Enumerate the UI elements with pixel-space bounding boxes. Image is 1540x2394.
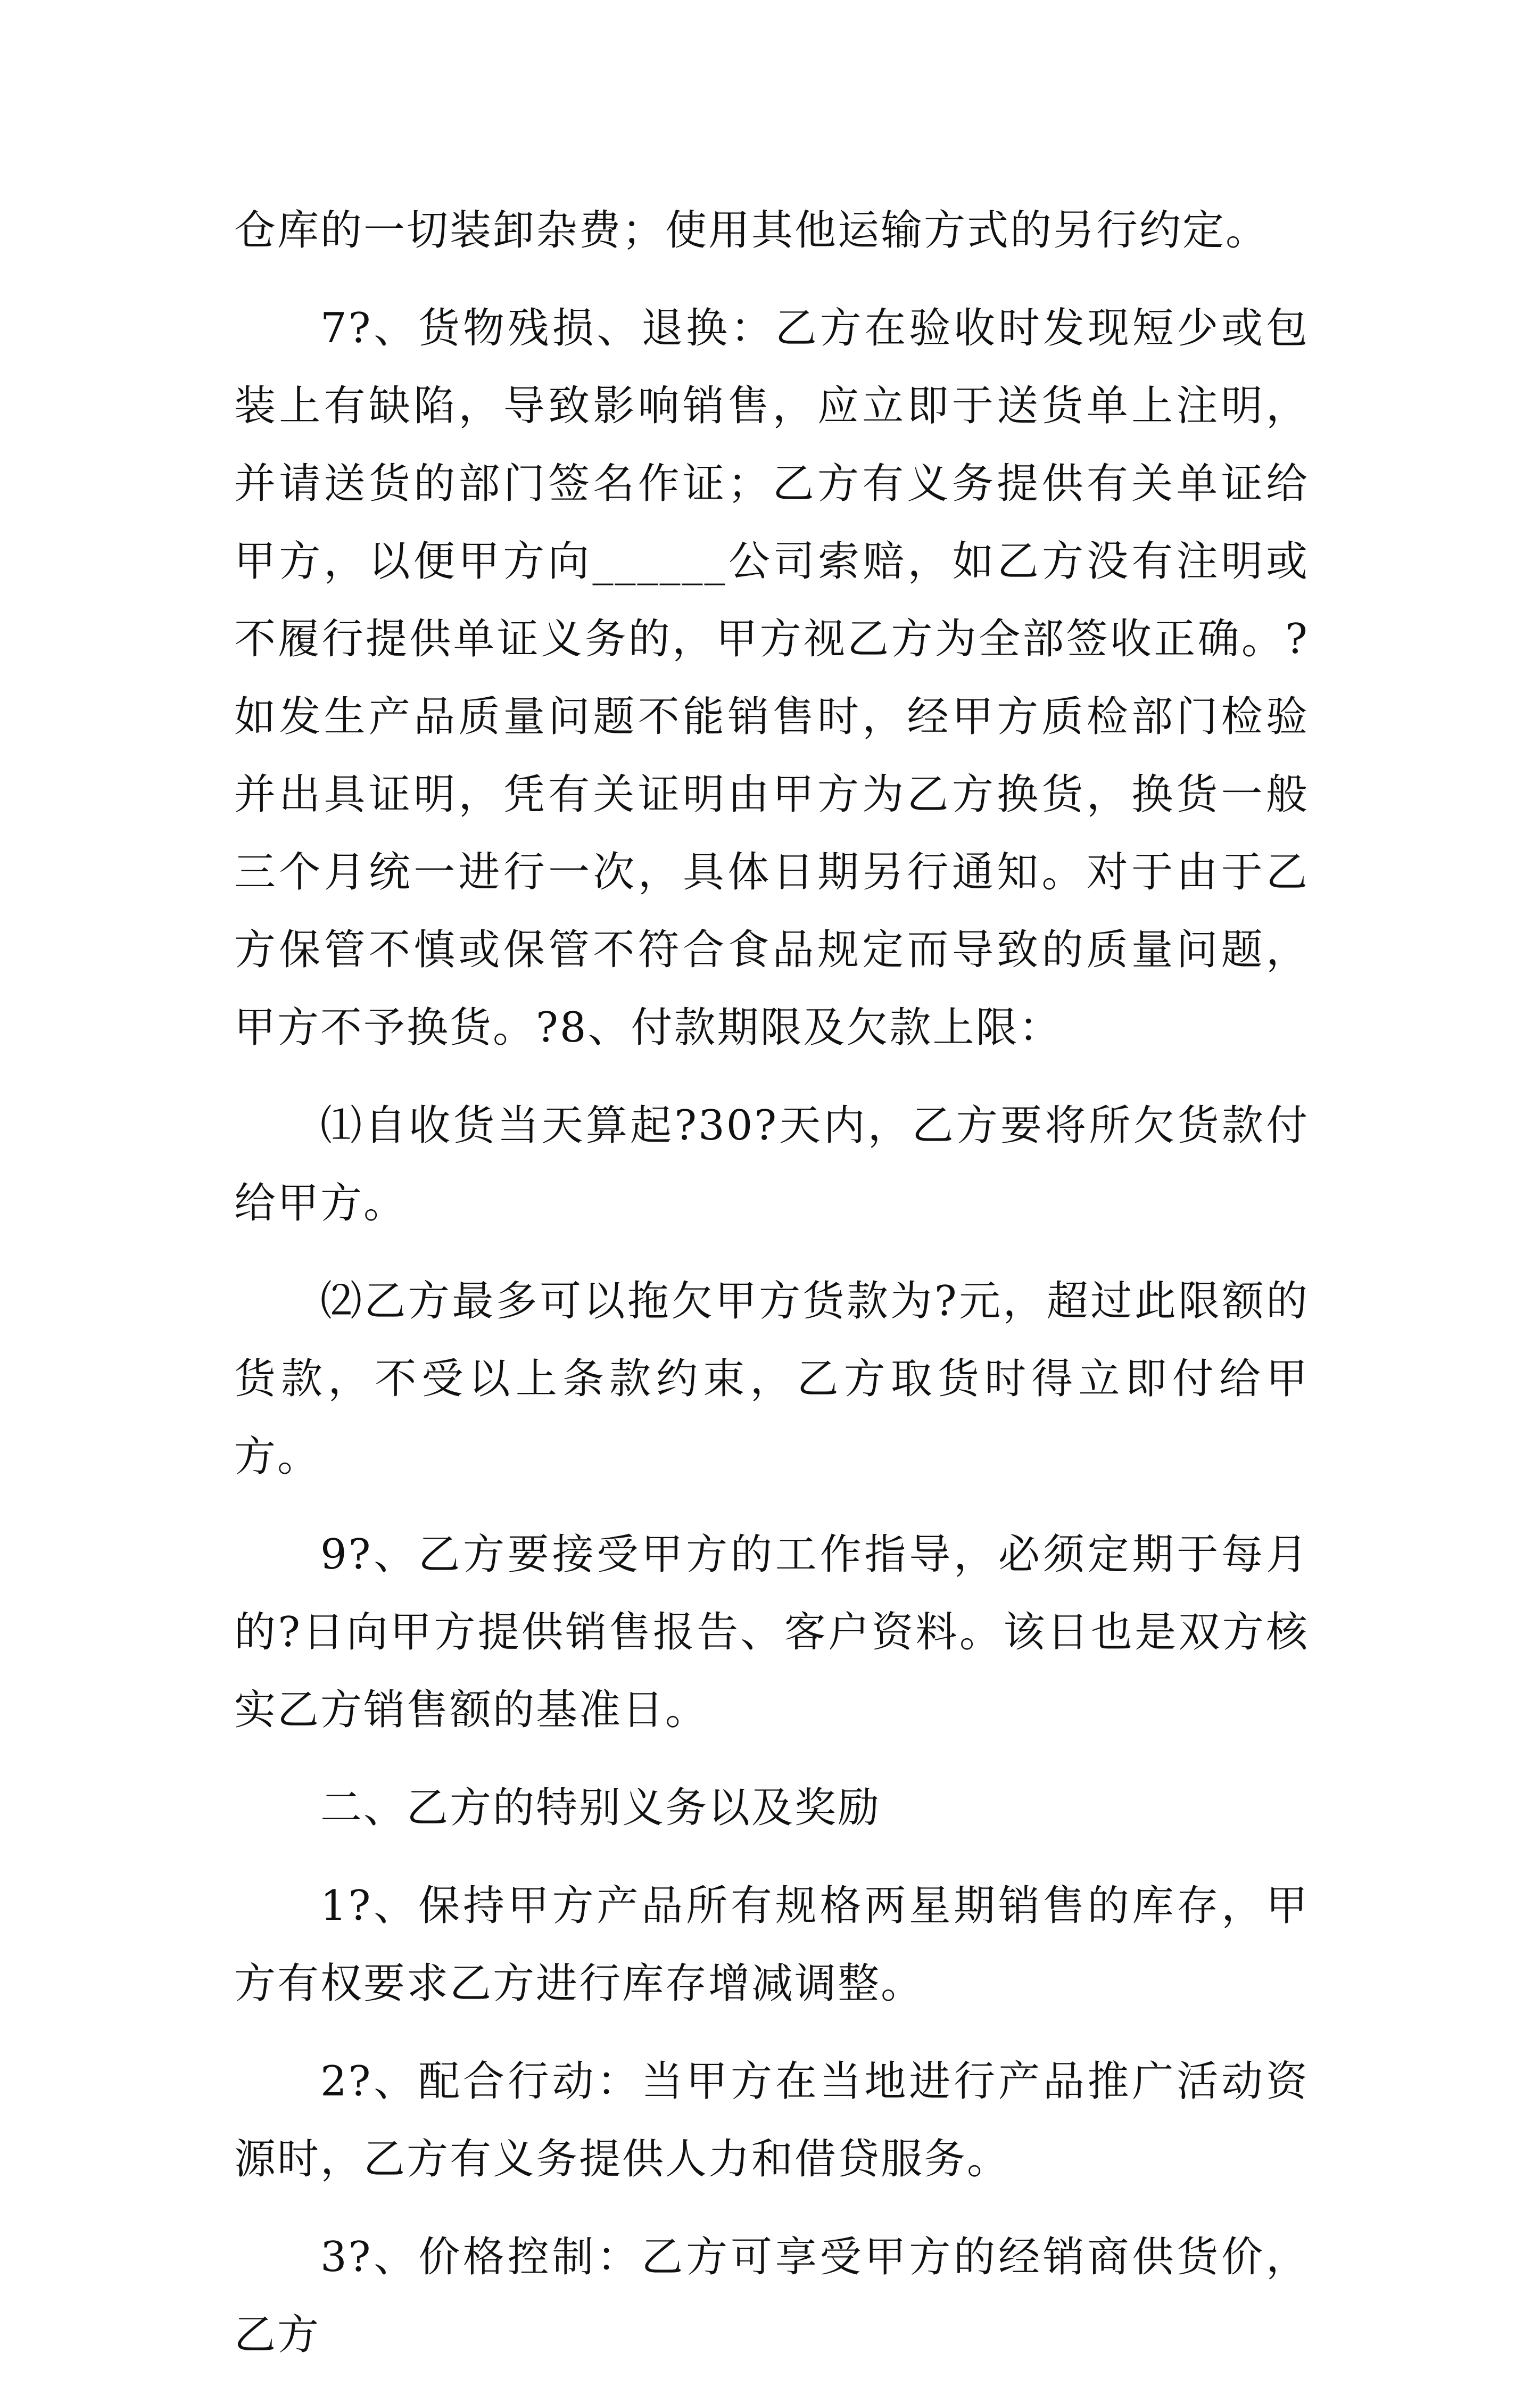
paragraph-sub-1: ⑴自收货当天算起?30?天内，乙方要将所欠货款付给甲方。 — [234, 1102, 1309, 1227]
paragraph-continuation: 仓库的一切装卸杂费；使用其他运输方式的另行约定。 — [234, 207, 1269, 254]
paragraph-obligation-3: 3?、价格控制：乙方可享受甲方的经销商供货价，乙方 — [234, 2233, 1309, 2359]
paragraph-clause-9: 9?、乙方要接受甲方的工作指导，必须定期于每月的?日向甲方提供销售报告、客户资料。该日也是双方核实乙方销售额的基准日。 — [234, 1531, 1309, 1734]
section-heading-2: 二、乙方的特别义务以及奖励 — [320, 1784, 881, 1832]
paragraph-obligation-1: 1?、保持甲方产品所有规格两星期销售的库存，甲方有权要求乙方进行库存增减调整。 — [234, 1882, 1309, 2008]
document-body — [234, 192, 1309, 2394]
paragraph-obligation-2: 2?、配合行动：当甲方在当地进行产品推广活动资源时，乙方有义务提供人力和借贷服务。 — [234, 2058, 1309, 2183]
paragraph-sub-2: ⑵乙方最多可以拖欠甲方货款为?元，超过此限额的货款，不受以上条款约束，乙方取货时得立即付给甲方。 — [234, 1277, 1309, 1481]
paragraph-clause-7: 7?、货物残损、退换：乙方在验收时发现短少或包装上有缺陷，导致影响销售，应立即于送货单上注明，并请送货的部门签名作证；乙方有义务提供有关单证给甲方，以便甲方向______公司索赔，如乙方没有注明或不履行提供单证义务的，甲方视乙方为全部签收正确。?如发生产品质量问题不能销售时，经甲方质检部门检验并出具证明，凭有关证明由甲方为乙方换货，换货一般三个月统一进行一次，具体日期另行通知。对于由于乙方保管不慎或保管不符合食品规定而导致的质量问题，甲方不予换货。?8、付款期限及欠款上限： — [234, 304, 1309, 1052]
